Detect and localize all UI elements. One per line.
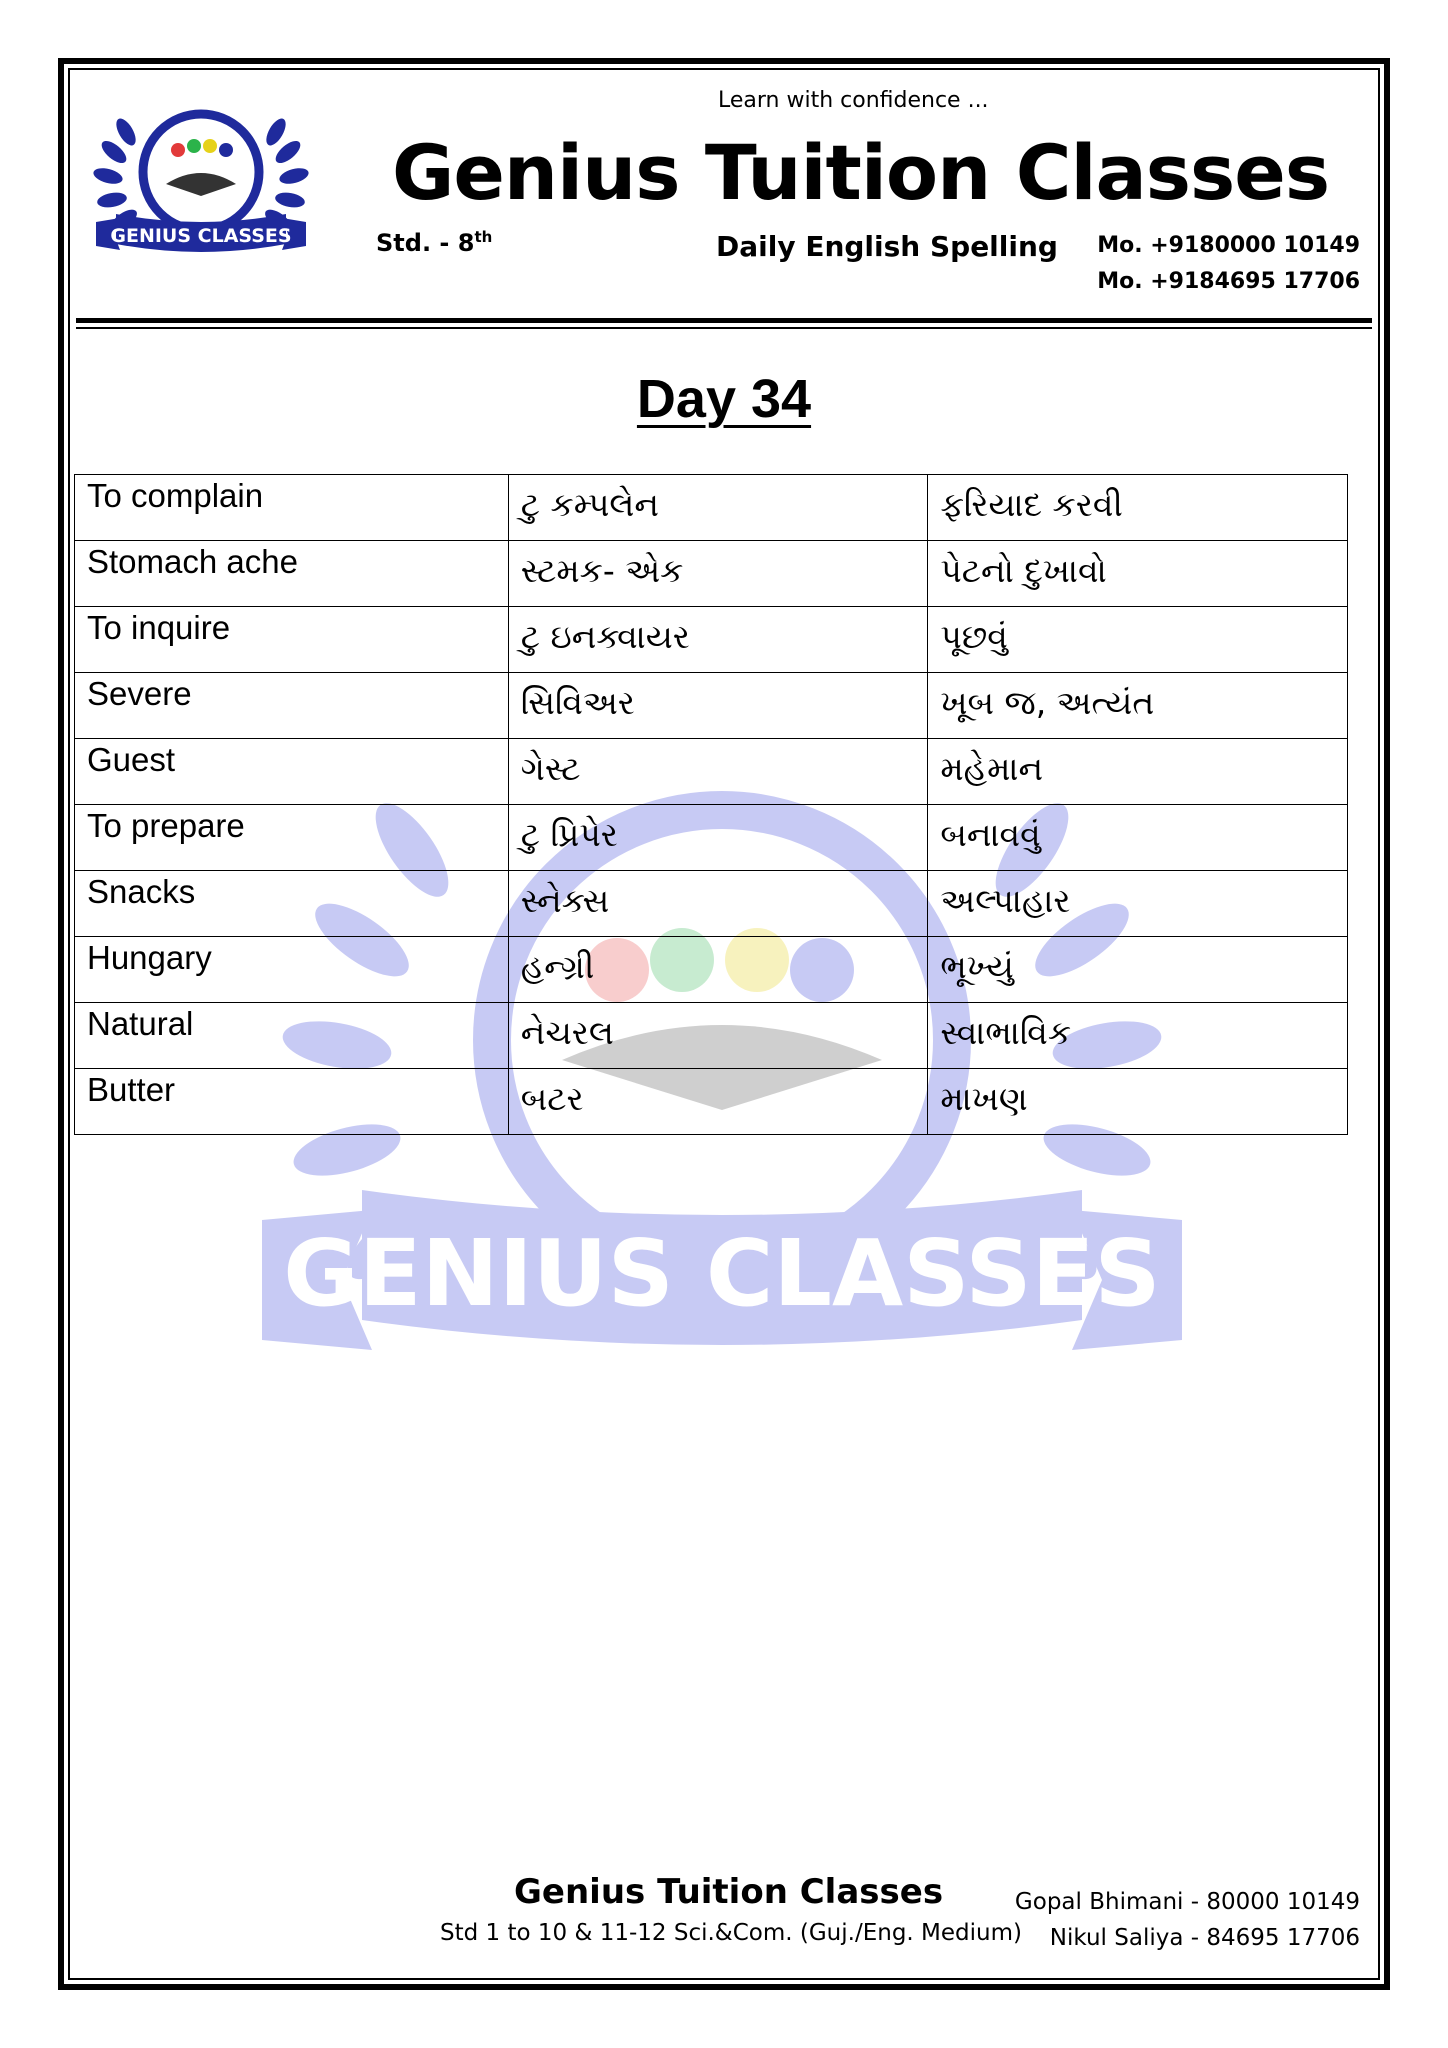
standard-text: Std. - 8 xyxy=(376,229,475,257)
standard-label xyxy=(376,228,492,257)
english-word-cell: To prepare xyxy=(75,805,509,871)
table-row xyxy=(75,475,1348,541)
day-heading xyxy=(0,368,1448,430)
pronunciation-cell: સ્ટમક- એક xyxy=(508,541,928,607)
institute-title: Genius Tuition Classes xyxy=(392,128,1330,217)
table-row xyxy=(75,1069,1348,1135)
pronunciation-cell: ટુ પ્રિપેર xyxy=(508,805,928,871)
header-divider-thin xyxy=(76,327,1372,329)
table-row xyxy=(75,541,1348,607)
english-word-cell: Severe xyxy=(75,673,509,739)
logo-banner-text: GENIUS CLASSES xyxy=(110,225,292,247)
phone-2: Mo. +9184695 17706 xyxy=(1097,269,1360,294)
table-row xyxy=(75,1003,1348,1069)
footer-contact-2: Nikul Saliya - 84695 17706 xyxy=(1049,1925,1360,1951)
footer-subtitle: Std 1 to 10 & 11-12 Sci.&Com. (Guj./Eng. Medium) xyxy=(440,1920,1022,1946)
header-divider-thick xyxy=(76,318,1372,323)
genius-classes-logo xyxy=(86,92,316,267)
vocabulary-table xyxy=(74,474,1348,1135)
meaning-cell: ભૂખ્યું xyxy=(928,937,1348,1003)
watermark-text: GENIUS CLASSES xyxy=(283,1220,1161,1327)
meaning-cell: ફરિયાદ કરવી xyxy=(928,475,1348,541)
table-row xyxy=(75,871,1348,937)
standard-superscript: th xyxy=(474,228,493,246)
table-row xyxy=(75,607,1348,673)
day-heading-text: Day 34 xyxy=(636,369,812,429)
english-word-cell: Snacks xyxy=(75,871,509,937)
pronunciation-cell: સિવિઅર xyxy=(508,673,928,739)
pronunciation-cell: ટુ કમ્પલેન xyxy=(508,475,928,541)
english-word-cell: Butter xyxy=(75,1069,509,1135)
english-word-cell: Stomach ache xyxy=(75,541,509,607)
meaning-cell: અલ્પાહાર xyxy=(928,871,1348,937)
phone-1: Mo. +9180000 10149 xyxy=(1097,233,1360,258)
meaning-cell: બનાવવું xyxy=(928,805,1348,871)
english-word-cell: Natural xyxy=(75,1003,509,1069)
header-phone-numbers xyxy=(1097,228,1360,300)
meaning-cell: ખૂબ જ, અત્યંત xyxy=(928,673,1348,739)
footer-title: Genius Tuition Classes xyxy=(514,1872,944,1912)
table-row xyxy=(75,673,1348,739)
pronunciation-cell: હન્ગ્રી xyxy=(508,937,928,1003)
footer-contacts xyxy=(1015,1884,1360,1956)
table-row xyxy=(75,739,1348,805)
table-row xyxy=(75,937,1348,1003)
english-word-cell: Guest xyxy=(75,739,509,805)
footer-contact-1: Gopal Bhimani - 80000 10149 xyxy=(1014,1889,1360,1915)
meaning-cell: સ્વાભાવિક xyxy=(928,1003,1348,1069)
pronunciation-cell: બટર xyxy=(508,1069,928,1135)
meaning-cell: પેટનો દુખાવો xyxy=(928,541,1348,607)
subject-label: Daily English Spelling xyxy=(716,230,1058,263)
english-word-cell: To inquire xyxy=(75,607,509,673)
pronunciation-cell: સ્નેક્સ xyxy=(508,871,928,937)
table-row xyxy=(75,805,1348,871)
meaning-cell: મહેમાન xyxy=(928,739,1348,805)
english-word-cell: Hungary xyxy=(75,937,509,1003)
pronunciation-cell: નેચરલ xyxy=(508,1003,928,1069)
pronunciation-cell: ગેસ્ટ xyxy=(508,739,928,805)
tagline: Learn with confidence ... xyxy=(718,88,989,113)
meaning-cell: માખણ xyxy=(928,1069,1348,1135)
pronunciation-cell: ટુ ઇનક્વાયર xyxy=(508,607,928,673)
meaning-cell: પૂછવું xyxy=(928,607,1348,673)
english-word-cell: To complain xyxy=(75,475,509,541)
